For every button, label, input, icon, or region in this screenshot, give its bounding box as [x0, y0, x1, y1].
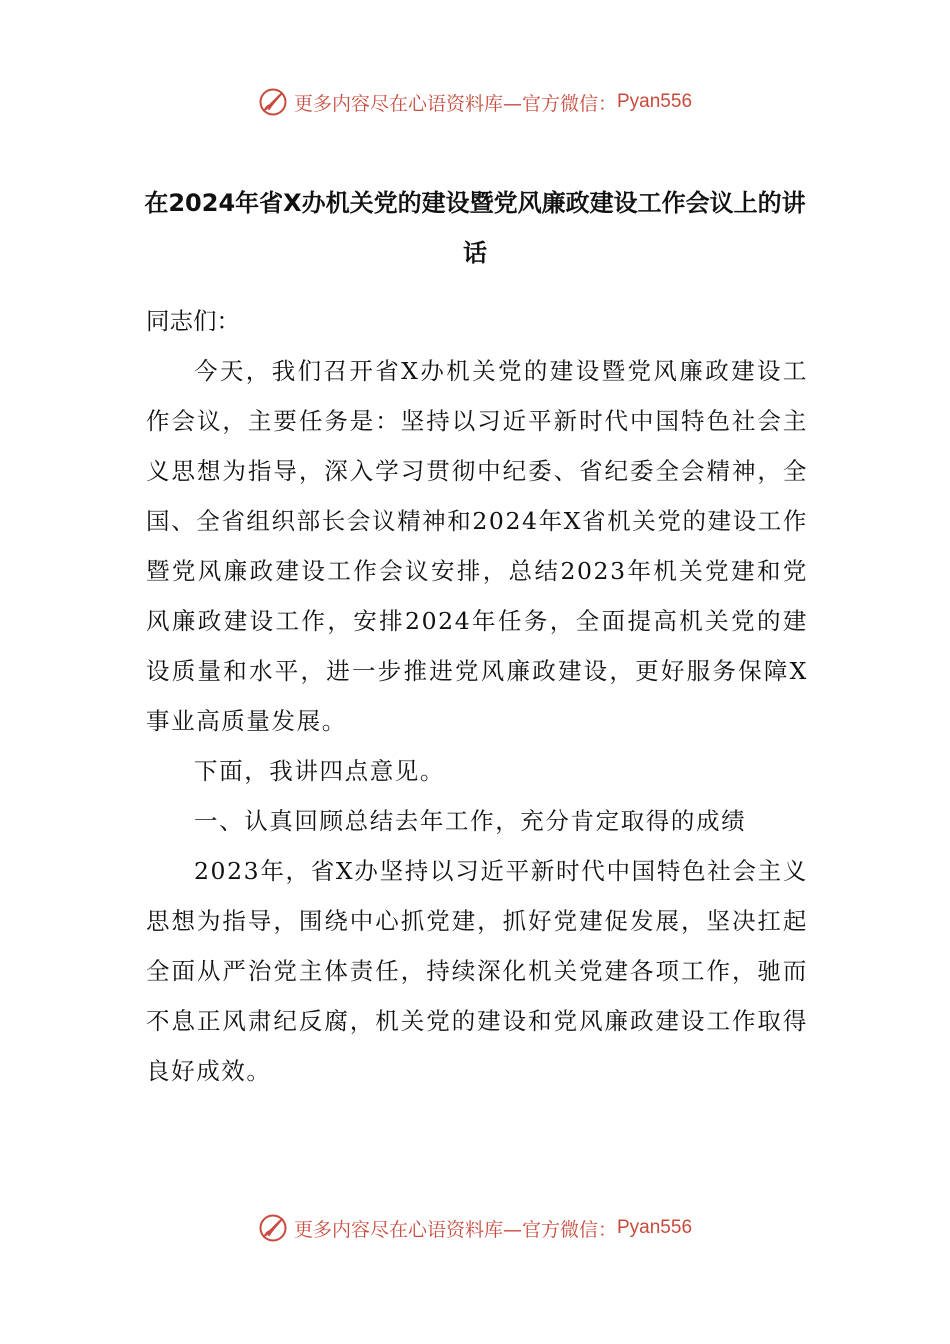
paragraph-transition: 下面，我讲四点意见。	[194, 757, 445, 785]
paragraph-opening: 今天，我们召开省X办机关党的建设暨党风廉政建设工作会议，主要任务是：坚持以习近平新时代中国特色社会主义思想为指导，深入学习贯彻中纪委、省纪委全会精神，全国、全省组织部长会议精神和2024年X省机关党的建设工作暨党风廉政建设工作会议安排，总结2023年机关党建和党风廉政建设工作，安排2024年任务，全面提高机关党的建设质量和水平，进一步推进党风廉政建设，更好服务保障X事业高质量发展。	[146, 357, 808, 735]
quill-logo-icon	[258, 87, 288, 117]
document-title: 在2024年省X办机关党的建设暨党风廉政建设工作会议上的讲话	[144, 189, 806, 267]
watermark-separator: —官方微信：	[502, 92, 617, 115]
watermark-text: 更多内容尽在心语资料库	[293, 92, 503, 115]
footer-watermark	[0, 1210, 950, 1246]
header-watermark	[0, 84, 950, 120]
watermark-account: Pyan556	[617, 91, 693, 112]
salutation: 同志们：	[146, 307, 240, 335]
paragraph-review: 2023年，省X办坚持以习近平新时代中国特色社会主义思想为指导，围绕中心抓党建，抓好党建促发展，坚决扛起全面从严治党主体责任，持续深化机关党建各项工作，驰而不息正风肃纪反腐，机关党的建设和党风廉政建设工作取得良好成效。	[146, 857, 808, 1085]
document-body	[146, 296, 808, 1096]
quill-logo-icon	[258, 1213, 288, 1243]
watermark-account: Pyan556	[617, 1217, 693, 1238]
section-heading-1: 一、认真回顾总结去年工作，充分肯定取得的成绩	[194, 807, 747, 835]
watermark-separator: —官方微信：	[502, 1218, 617, 1241]
watermark-text: 更多内容尽在心语资料库	[293, 1218, 503, 1241]
